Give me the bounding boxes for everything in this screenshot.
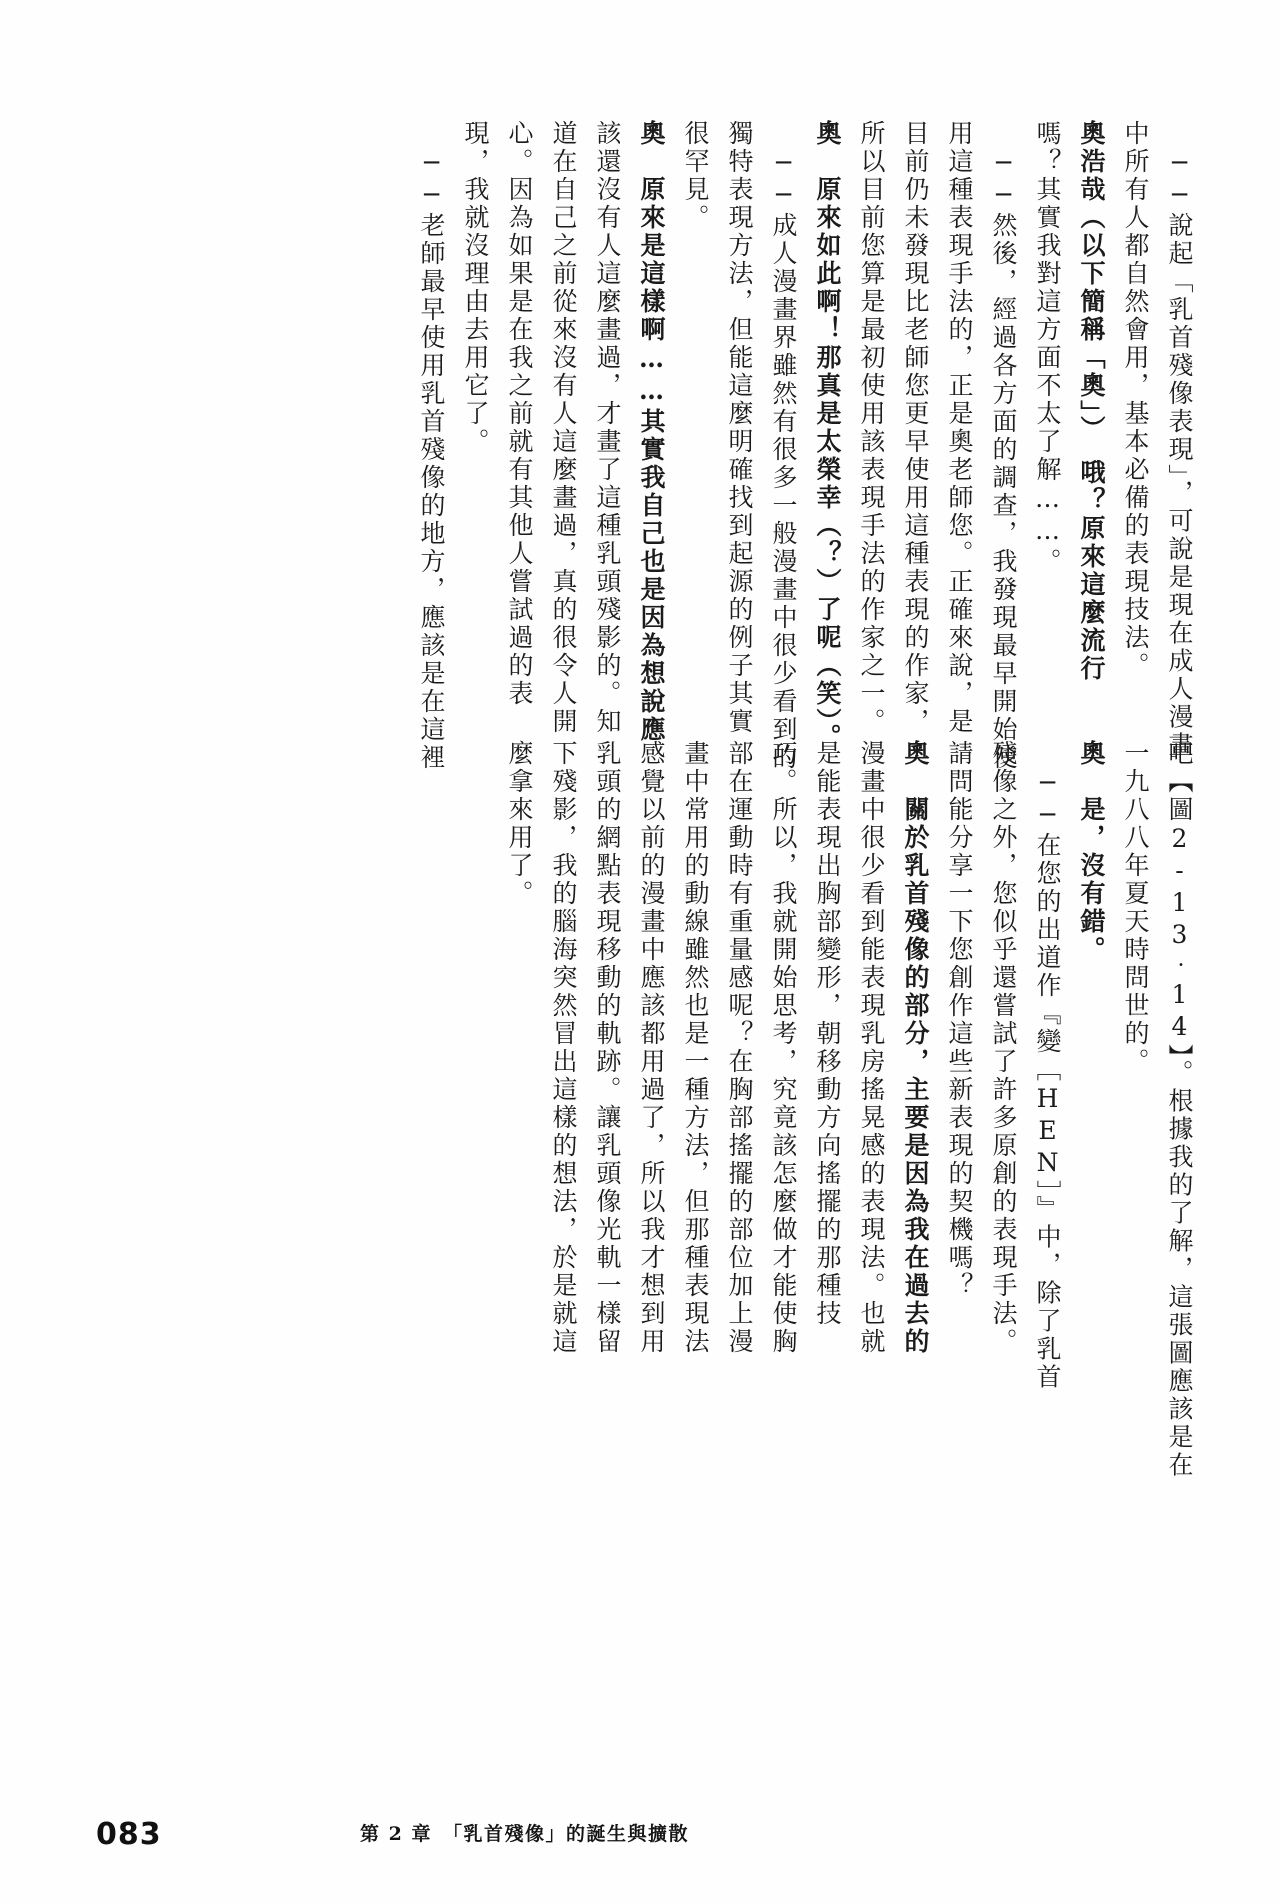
text-column: ──成人漫畫界雖然有很多一般漫畫中很少看到的	[769, 120, 798, 772]
text-column: 嗎？其實我對這方面不太了解……。	[1033, 120, 1062, 576]
text-column: 乳頭的網點表現移動的軌跡。讓乳頭像光軌一樣留	[593, 740, 622, 1356]
page-number: 083	[96, 1817, 162, 1852]
text-column: ──然後，經過各方面的調查，我發現最早開始使	[989, 120, 1018, 772]
text-column: 所以目前您算是最初使用該表現手法的作家之一。	[857, 120, 886, 736]
lower-text-body	[88, 740, 1192, 1680]
text-column: 目前仍未發現比老師您更早使用這種表現的作家，	[901, 120, 930, 736]
text-column: 是能表現出胸部變形，朝移動方向搖擺的那種技	[813, 740, 842, 1328]
page-footer	[0, 1812, 1280, 1852]
text-column: 一九八八年夏天時問世的。	[1121, 740, 1150, 1076]
text-column: 現，我就沒理由去用它了。	[461, 120, 490, 456]
running-head: 第 2 章 「乳首殘像」的誕生與擴散	[360, 1823, 689, 1845]
text-column: 吧【圖2-13‧14】。根據我的了解，這張圖應該是在	[1165, 740, 1194, 1480]
lower-column-group	[488, 740, 1192, 1680]
text-column-speaker: 奧 原來如此啊！那真是太榮幸（？）了呢（笑）。	[813, 120, 842, 752]
text-column: 心。因為如果是在我之前就有其他人嘗試過的表	[505, 120, 534, 708]
text-column: 巧。所以，我就開始思考，究竟該怎麼做才能使胸	[769, 740, 798, 1356]
text-column: 獨特表現方法，但能這麼明確找到起源的例子其實	[725, 120, 754, 736]
text-column: 畫中常用的動線雖然也是一種方法，但那種表現法	[681, 740, 710, 1356]
text-column: 部在運動時有重量感呢？在胸部搖擺的部位加上漫	[725, 740, 754, 1356]
text-column: 該還沒有人這麼畫過，才畫了這種乳頭殘影的。知	[593, 120, 622, 736]
text-column-speaker: 奧 關於乳首殘像的部分，主要是因為我在過去的	[901, 740, 930, 1356]
text-column: 感覺以前的漫畫中應該都用過了，所以我才想到用	[637, 740, 666, 1356]
text-column-speaker: 奧浩哉（以下簡稱「奧」） 哦？原來這麼流行	[1077, 120, 1106, 683]
text-column: 很罕見。	[681, 120, 710, 232]
text-column-speaker: 奧 是，沒有錯。	[1077, 740, 1106, 964]
text-column: 殘像之外，您似乎還嘗試了許多原創的表現手法。	[989, 740, 1018, 1356]
text-column: ──說起「乳首殘像表現」，可說是現在成人漫畫	[1165, 120, 1194, 760]
text-column-speaker: 奧 原來是這樣啊……其實我自己也是因為想說應	[637, 120, 666, 744]
text-column: 道在自己之前從來沒有人這麼畫過，真的很令人開	[549, 120, 578, 736]
text-column: 漫畫中很少看到能表現乳房搖晃感的表現法。也就	[857, 740, 886, 1356]
text-column: 用這種表現手法的，正是奧老師您。正確來說，是	[945, 120, 974, 736]
text-column: 請問能分享一下您創作這些新表現的契機嗎？	[945, 740, 974, 1300]
text-column: 中所有人都自然會用，基本必備的表現技法。	[1121, 120, 1150, 680]
text-column: ──老師最早使用乳首殘像的地方，應該是在這裡	[417, 120, 446, 772]
text-column: 麼拿來用了。	[505, 740, 534, 908]
text-column: 下殘影，我的腦海突然冒出這樣的想法，於是就這	[549, 740, 578, 1356]
text-column: ──在您的出道作『變［HEN］』中，除了乳首	[1033, 740, 1062, 1392]
